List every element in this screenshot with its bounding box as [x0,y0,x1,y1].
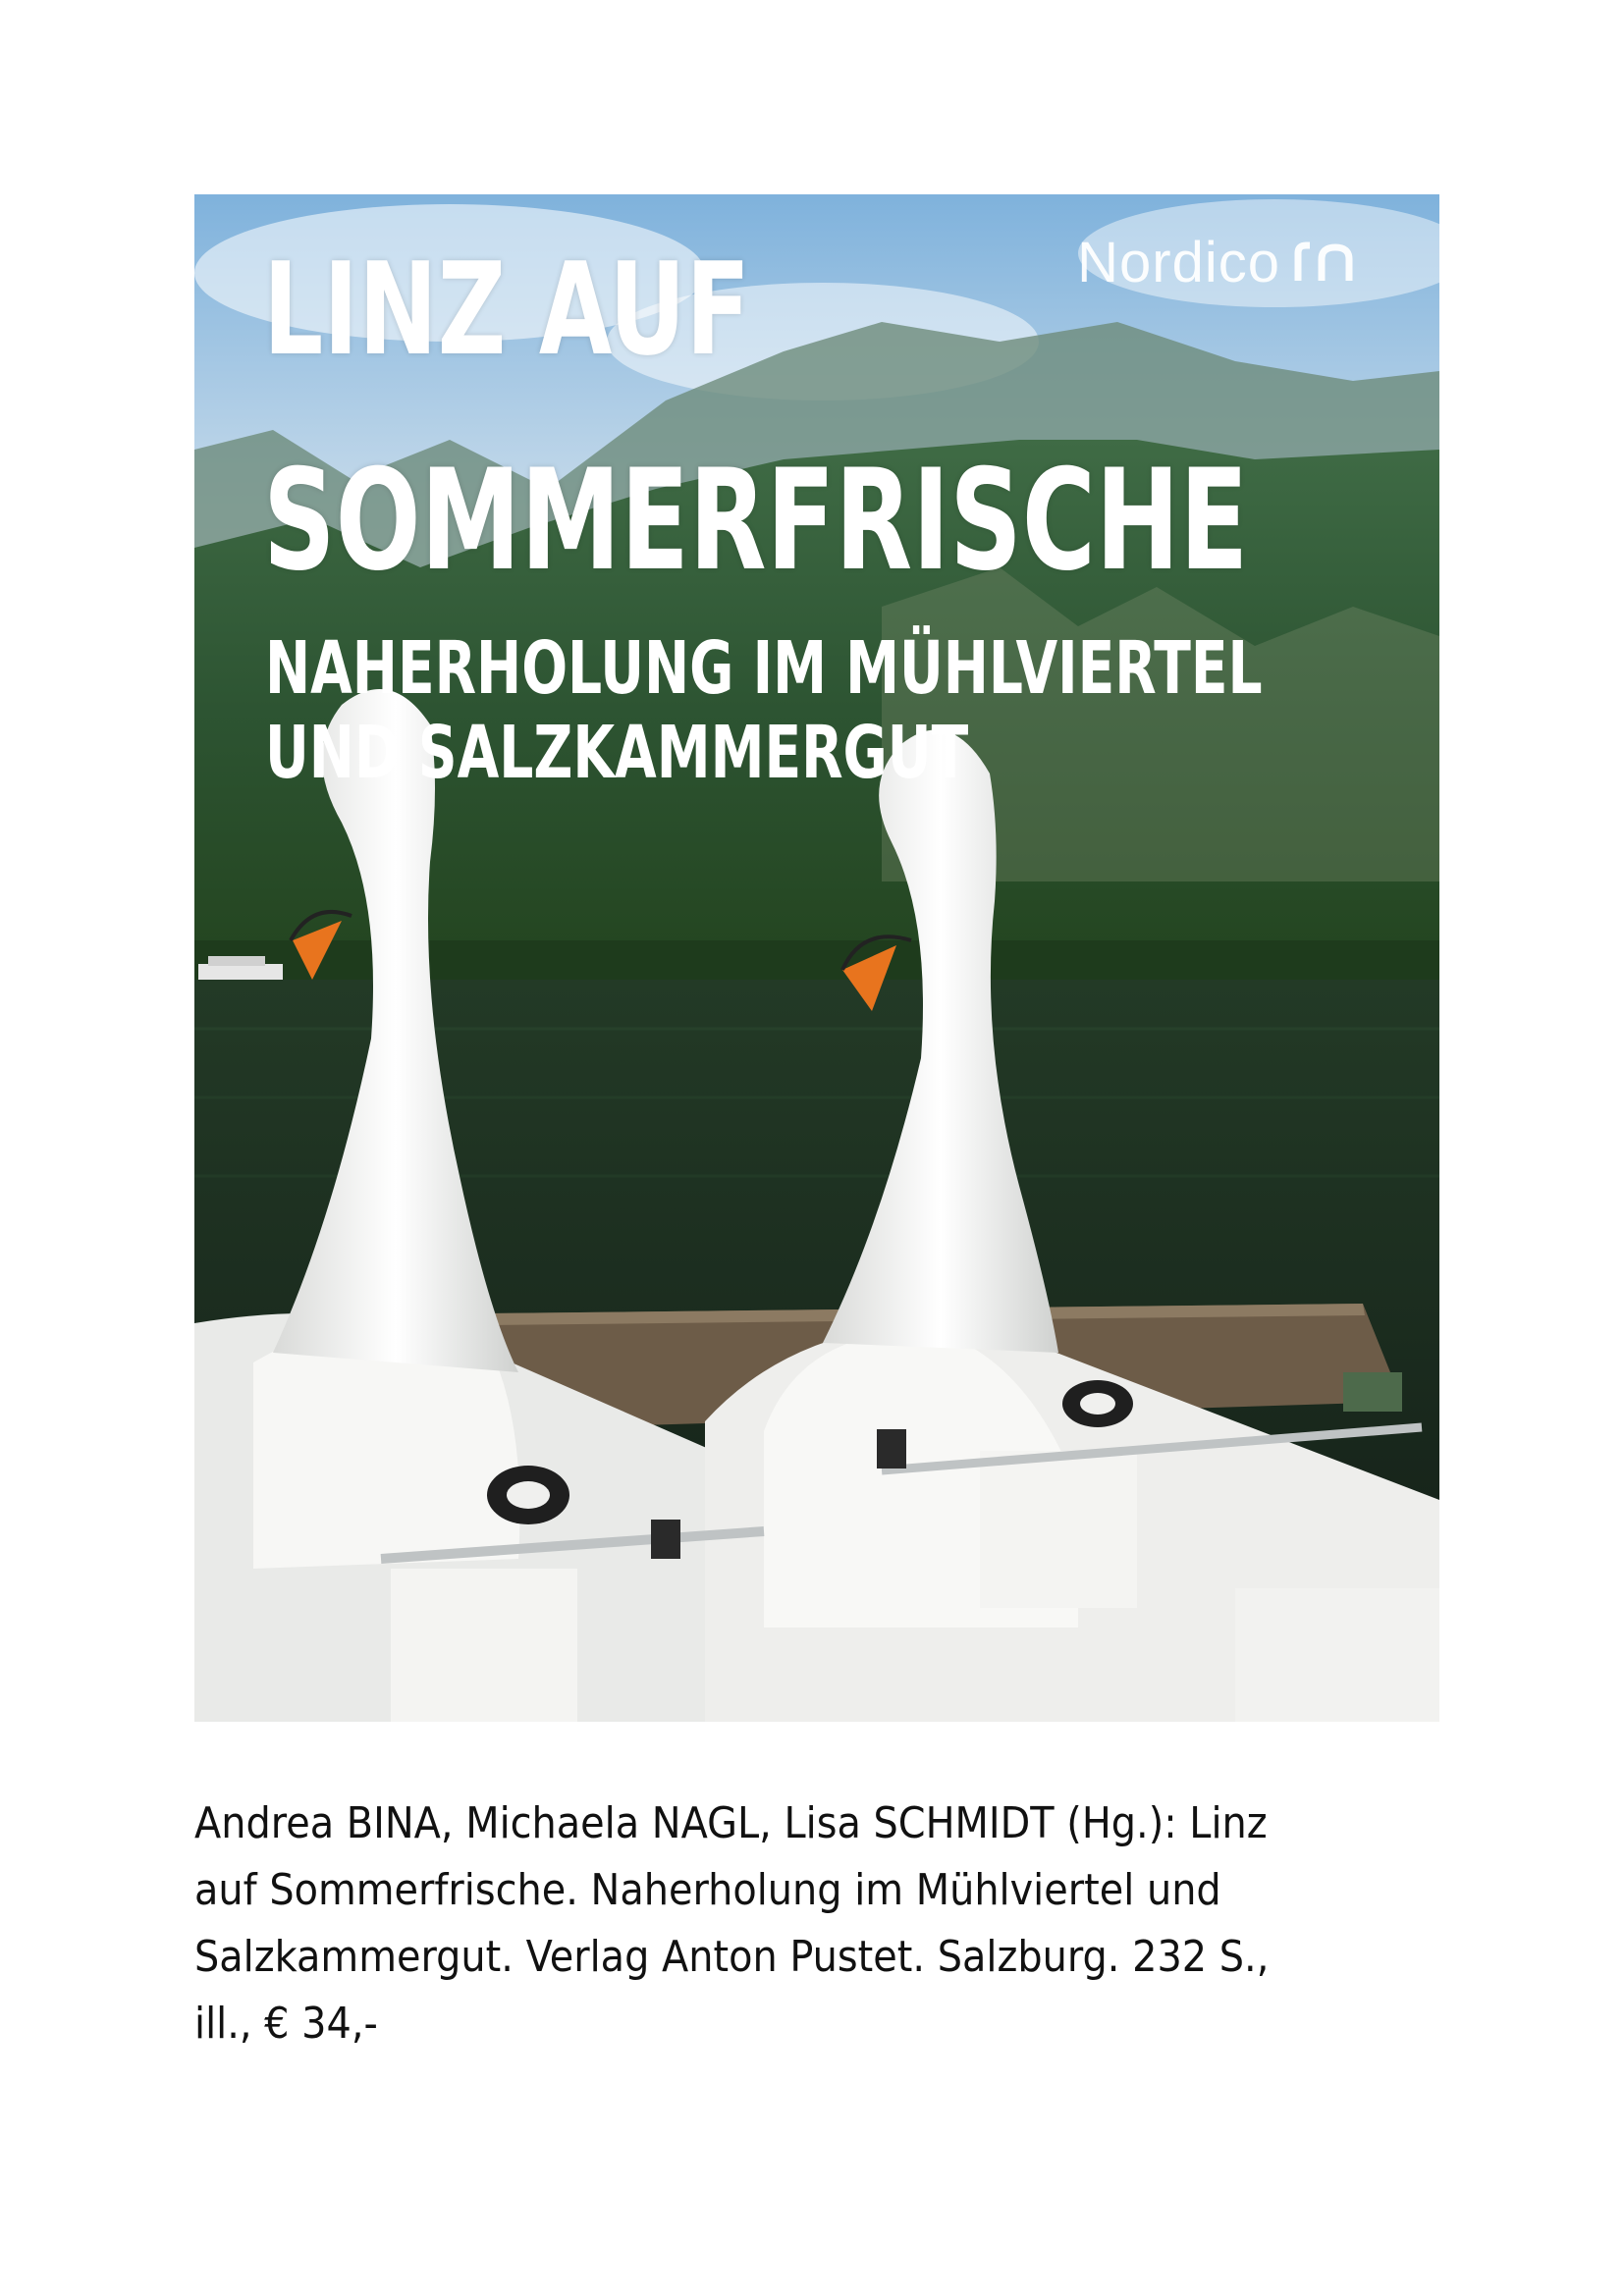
citation-line1: Andrea BINA, Michaela NAGL, Lisa SCHMIDT (Hg.): Linz [194,1798,1268,1848]
cover-photo [194,194,1439,1722]
book-cover [194,194,1439,1722]
cover-title-line2: SOMMERFRISCHE [263,440,1249,602]
publisher-logo [1077,230,1359,295]
cover-title-line1: LINZ AUF [263,235,751,384]
citation-line2: auf Sommerfrische. Naherholung im Mühlviertel und [194,1865,1221,1915]
cover-subtitle-line1: NAHERHOLUNG IM MÜHLVIERTEL [265,626,1263,711]
brand-name: Nordico [1077,231,1280,294]
citation-line4: ill., € 34,- [194,1999,378,2049]
cover-subtitle-line2: UND SALZKAMMERGUT [265,711,969,795]
nordico-logo-icon [1292,241,1359,285]
book-citation [194,1790,1439,2057]
citation-line3: Salzkammergut. Verlag Anton Pustet. Salzburg. 232 S., [194,1932,1270,1982]
